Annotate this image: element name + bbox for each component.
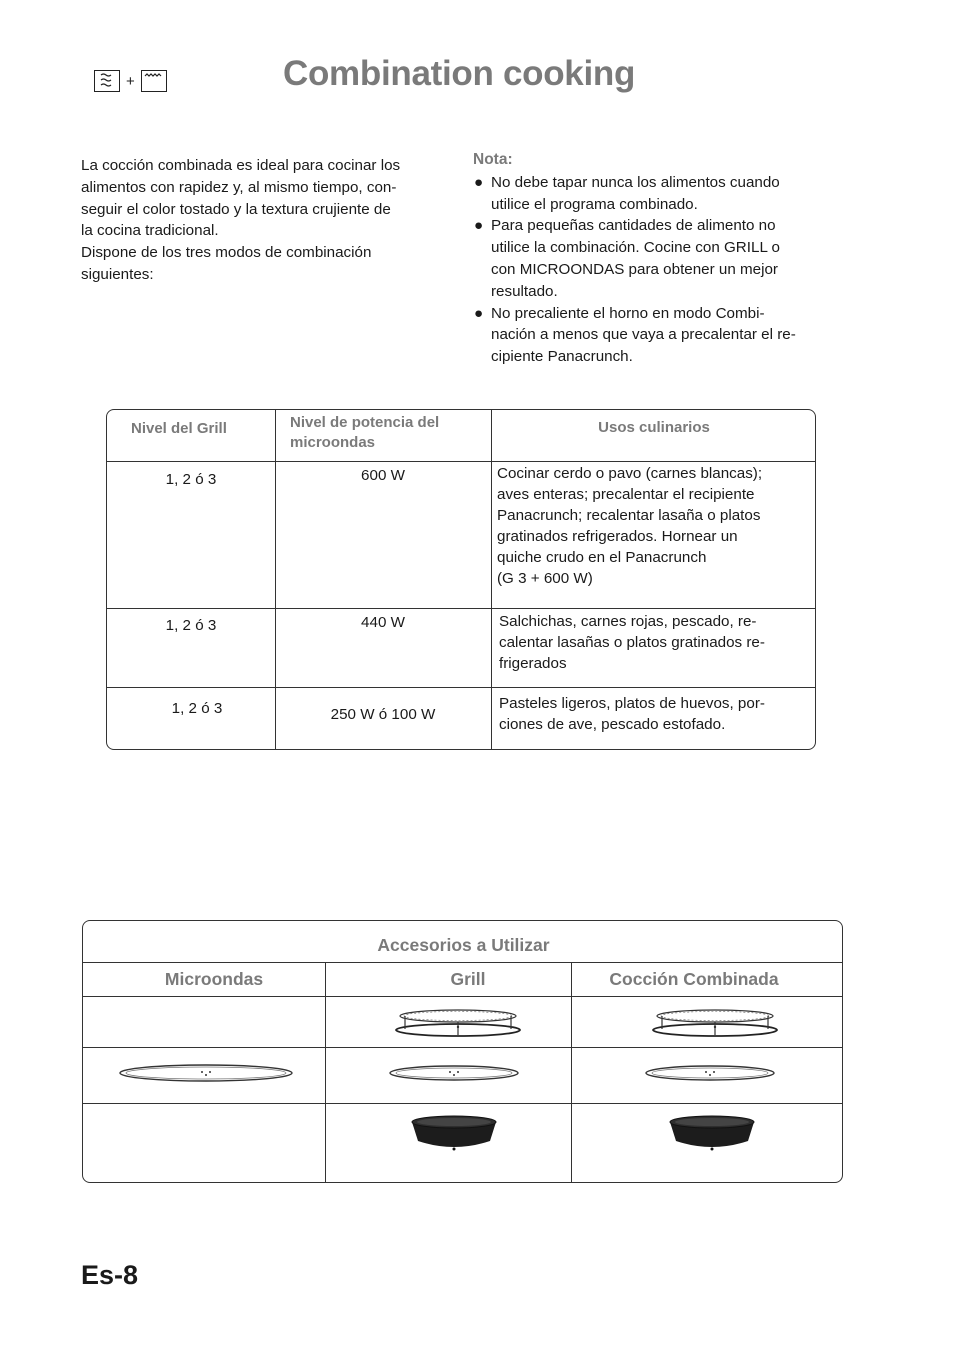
plus-sign: + (126, 72, 135, 90)
intro-line: alimentos con rapidez y, al mismo tiempo, con- (81, 178, 397, 196)
bullet-icon: ● (474, 173, 484, 191)
column-header-grill: Nivel del Grill (131, 420, 227, 437)
column-header-uses: Usos culinarios (598, 419, 710, 436)
bullet-icon: ● (474, 304, 484, 322)
wire-rack-icon (650, 1005, 780, 1041)
header-line: Nivel de potencia del (290, 414, 440, 431)
uses-line: Pasteles ligeros, platos de huevos, por- (499, 695, 765, 712)
panacrunch-pan-icon (666, 1113, 758, 1155)
page-title: Combination cooking (283, 54, 636, 93)
wire-rack-icon (393, 1005, 523, 1041)
note-line: con MICROONDAS para obtener un mejor (491, 260, 778, 278)
table-cell-uses (497, 463, 815, 589)
glass-tray-icon (386, 1061, 522, 1085)
table-cell-power: 600 W (361, 467, 405, 484)
note-title: Nota: (473, 151, 513, 168)
column-header-grill: Grill (450, 969, 486, 989)
note-line: utilice la combinación. Cocine con GRILL o (491, 239, 780, 257)
uses-line: Cocinar cerdo o pavo (carnes blancas); (497, 465, 763, 482)
note-line: Para pequeñas cantidades de alimento no (491, 217, 776, 235)
table-divider (83, 1047, 843, 1048)
intro-line: la cocina tradicional. (81, 222, 219, 240)
accessories-table (82, 920, 843, 1183)
note-line: No debe tapar nunca los alimentos cuando (491, 173, 780, 191)
table-divider (107, 608, 816, 609)
intro-line: Dispone de los tres modos de combinación (81, 244, 372, 262)
table-divider (83, 962, 843, 963)
uses-line: frigerados (499, 655, 567, 672)
intro-line: siguientes: (81, 265, 154, 283)
table-cell-uses (499, 693, 815, 735)
table-cell-grill: 1, 2 ó 3 (171, 700, 223, 717)
table-divider (83, 996, 843, 997)
panacrunch-pan-icon (408, 1113, 500, 1155)
uses-line: Salchichas, carnes rojas, pescado, re- (499, 613, 757, 630)
uses-line: aves enteras; precalentar el recipiente (497, 486, 755, 503)
intro-text (81, 155, 456, 286)
uses-line: (G 3 + 600 W) (497, 570, 593, 587)
uses-line: ciones de ave, pescado estofado. (499, 716, 726, 733)
glass-tray-icon (642, 1061, 778, 1085)
microwave-mode-icon (94, 70, 120, 92)
page-number: Es-8 (81, 1260, 139, 1290)
table-divider (107, 461, 816, 462)
note-item (473, 303, 853, 368)
note-line: resultado. (491, 282, 558, 300)
column-header-microwave: Microondas (164, 969, 264, 989)
table-cell-power: 440 W (361, 614, 405, 631)
uses-line: quiche crudo en el Panacrunch (497, 549, 707, 566)
table-divider (107, 687, 816, 688)
bullet-icon: ● (474, 217, 484, 235)
grill-mode-icon (141, 70, 167, 92)
glass-tray-icon (116, 1061, 296, 1085)
accessories-title: Accesorios a Utilizar (377, 935, 550, 955)
table-divider (325, 962, 326, 1183)
header-line: microondas (290, 434, 376, 451)
note-item (473, 172, 853, 216)
note-line: nación a menos que vaya a precalentar el re- (491, 326, 796, 344)
column-header-combination: Cocción Combinada (609, 969, 779, 989)
uses-line: gratinados refrigerados. Hornear un (497, 528, 738, 545)
note-line: utilice el programa combinado. (491, 195, 698, 213)
table-cell-power: 250 W ó 100 W (330, 706, 436, 723)
uses-line: Panacrunch; recalentar lasaña o platos (497, 507, 761, 524)
mode-icons (94, 70, 167, 92)
intro-line: seguir el color tostado y la textura crujiente de (81, 200, 391, 218)
intro-line: La cocción combinada es ideal para cocinar los (81, 157, 401, 174)
column-header-power (290, 413, 439, 453)
uses-line: calentar lasañas o platos gratinados re- (499, 634, 765, 651)
table-cell-grill: 1, 2 ó 3 (165, 471, 217, 488)
combination-table (106, 409, 816, 750)
note-line: cipiente Panacrunch. (491, 348, 633, 366)
table-cell-uses (499, 611, 815, 674)
note-block (473, 149, 853, 368)
note-line: No precaliente el horno en modo Combi- (491, 304, 765, 322)
note-item (473, 215, 853, 302)
table-divider (571, 962, 572, 1183)
table-divider (83, 1103, 843, 1104)
table-cell-grill: 1, 2 ó 3 (165, 617, 217, 634)
